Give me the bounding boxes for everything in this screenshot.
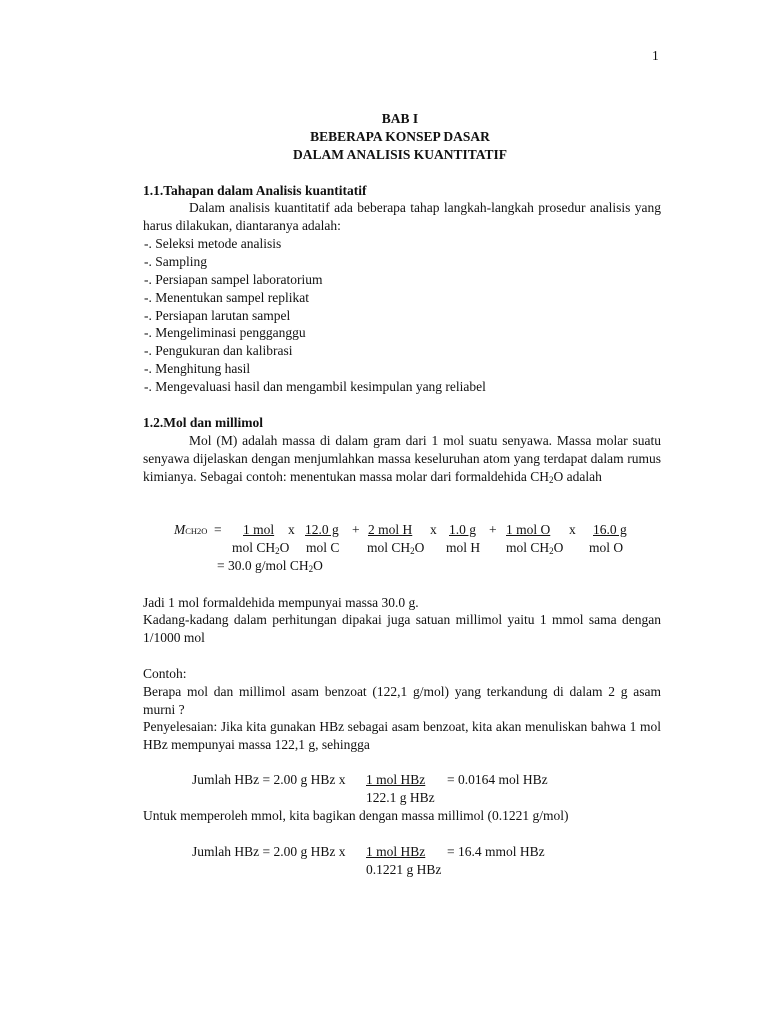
eq1-numerator-1: 1 mol [243,522,275,537]
example-label: Contoh: [143,666,187,681]
mmol-intro: Untuk memperoleh mmol, kita bagikan dengan massa millimol (0.1221 g/mol) [143,808,569,823]
eq3-denominator: 0.1221 g HBz [366,862,442,877]
eq3-numerator: 1 mol HBz [366,844,426,859]
eq2-numerator: 1 mol HBz [366,772,426,787]
eq1-numerator-3: 2 mol H [368,522,413,537]
list-item: -. Persiapan larutan sampel [144,307,291,323]
eq1-numerator-5: 1 mol O [506,522,551,537]
eq1-denominator-3: mol $CH_2O$ [367,540,425,556]
chapter-title-line2: DALAM ANALISIS KUANTITATIF [292,147,508,162]
eq1-plus-2: + [489,522,497,537]
list-item: -. Seleksi metode analisis [144,236,282,251]
eq3-result: = 16.4 mmol HBz [447,844,545,859]
list-item: -. Menentukan sampel replikat [144,289,309,305]
list-item: -. Mengeliminasi pengganggu [144,325,306,341]
equals-sign: = [214,522,222,537]
eq3-left: Jumlah HBz = 2.00 g HBz x [192,844,346,859]
eq1-result: = 30.0 g/mol $CH_2O$ [217,558,323,574]
eq2-left: Jumlah HBz = 2.00 g HBz x [192,772,346,787]
eq1-times-2: x [430,522,437,537]
eq1-denominator-2: mol C [306,540,340,555]
eq1-denominator-1: mol $CH_2O$ [232,540,290,556]
analysis-steps-list [144,235,486,396]
eq1-times-3: x [569,522,576,537]
eq2-result: = 0.0164 mol HBz [447,772,548,787]
page-number: 1 [652,48,659,63]
section-2-title: 1.2.Mol dan millimol [143,415,264,430]
example-solution: Penyelesaian: Jika kita gunakan HBz sebagai asam benzoat, kita akan menuliskan bahwa 1 mol HBz mempunyai massa 122,1 g, sehingga [143,719,661,752]
formula-ch2o: $CH_2O$ adalah [530,469,602,485]
list-item: -. Menghitung hasil [144,361,251,377]
list-item: -. Pengukuran dan kalibrasi [144,343,293,359]
chapter-title-line1: BEBERAPA KONSEP DASAR [310,129,490,144]
millimol-definition: Kadang-kadang dalam perhitungan dipakai juga satuan millimol yaitu 1 mmol sama dengan 1/1000 mol [143,612,661,645]
eq1-denominator-5: mol $CH_2O$ [506,540,564,556]
eq2-denominator: 122.1 g HBz [366,790,435,805]
example-question: Berapa mol dan millimol asam benzoat (122,1 g/mol) yang terkandung di dalam 2 g asam murni ? [143,684,661,717]
paragraph-text: Mol (M) adalah massa di dalam gram dari 1 mol suatu senyawa. Massa molar suatu senyawa dijelaskan dengan menjumlahkan massa keseluruhan atom yang terdapat dalam rumus kimianya. Sebagai contoh: menentukan massa molar dari formaldehida [143,433,661,484]
eq1-numerator-4: 1.0 g [449,522,476,537]
section-1-title: 1.1.Tahapan dalam Analisis kuantitatif [143,183,367,198]
list-item: -. Mengevaluasi hasil dan mengambil kesimpulan yang reliabel [144,379,486,395]
eq1-plus-1: + [352,522,360,537]
eq1-times-1: x [288,522,295,537]
eq1-numerator-2: 12.0 g [305,522,339,537]
molar-mass-symbol: MCH2O [174,522,208,537]
section-2-paragraph [143,432,661,486]
list-item: -. Persiapan sampel laboratorium [144,271,323,287]
list-item: -. Sampling [144,253,207,269]
eq1-denominator-6: mol O [589,540,624,555]
section-1-intro: Dalam analisis kuantitatif ada beberapa tahap langkah-langkah prosedur analisis yang harus dilakukan, diantaranya adalah: [143,200,661,233]
eq1-denominator-4: mol H [446,540,481,555]
chapter-label: BAB I [381,111,419,126]
formaldehyde-conclusion: Jadi 1 mol formaldehida mempunyai massa 30.0 g. [143,595,419,610]
eq1-numerator-6: 16.0 g [593,522,627,537]
